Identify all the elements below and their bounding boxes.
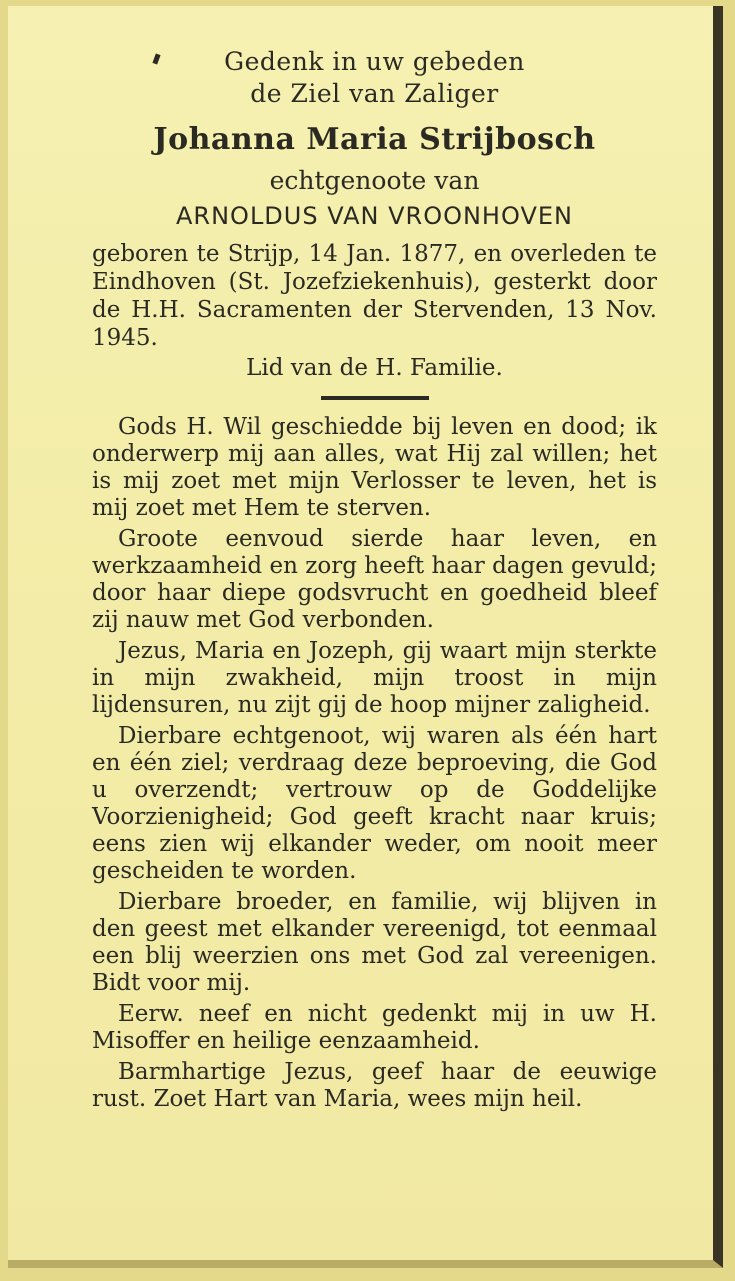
prayer-paragraph: Dierbare broeder, en familie, wij blijven in den geest met elkander vereenigd, tot eenmaal een blij weerzien ons met God zal vereenigen. Bidt voor mij. bbox=[92, 889, 657, 996]
prayer-paragraph: Eerw. neef en nicht gedenkt mij in uw H. Misoffer en heilige eenzaamheid. bbox=[92, 1001, 657, 1054]
prayer-paragraph: Jezus, Maria en Jozeph, gij waart mijn sterkte in mijn zwakheid, mijn troost in mijn lijdensuren, nu zijt gij de hoop mijner zaligheid. bbox=[92, 638, 657, 718]
prayer-paragraph: Gods H. Wil geschiedde bij leven en dood; ik onderwerp mij aan alles, wat Hij zal willen; het is mij zoet met mijn Verlosser te leven, het is mij zoet met Hem te sterven. bbox=[92, 414, 657, 521]
card-content bbox=[92, 46, 657, 1117]
spouse-name: ARNOLDUS VAN VROONHOVEN bbox=[176, 202, 573, 230]
memorial-card bbox=[8, 6, 723, 1268]
divider-rule bbox=[321, 396, 429, 400]
prayer-paragraph: Dierbare echtgenoot, wij waren als één hart en één ziel; verdraag deze beproeving, die God u overzendt; vertrouw op de Goddelijke Voorzienigheid; God geeft kracht naar kruis; eens zien wij elkander weder, om nooit meer gescheiden te worden. bbox=[92, 723, 657, 884]
biography-text: geboren te Strijp, 14 Jan. 1877, en overleden te Eindhoven (St. Jozefziekenhuis), gesterkt door de H.H. Sacramenten der Stervenden, 13 Nov. 1945. bbox=[92, 241, 657, 351]
spouse-label: echtgenoote van bbox=[269, 166, 480, 195]
membership-text: Lid van de H. Familie. bbox=[246, 355, 503, 381]
intro-line-2: de Ziel van Zaliger bbox=[250, 79, 499, 108]
prayer-paragraph: Groote eenvoud sierde haar leven, en werkzaamheid en zorg heeft haar dagen gevuld; door haar diepe godsvrucht en goedheid bleef zij nauw met God verbonden. bbox=[92, 526, 657, 633]
deceased-name: Johanna Maria Strijbosch bbox=[153, 122, 596, 157]
intro-line-1: Gedenk in uw gebeden bbox=[224, 47, 525, 76]
prayer-paragraph: Barmhartige Jezus, geef haar de eeuwige rust. Zoet Hart van Maria, wees mijn heil. bbox=[92, 1059, 657, 1112]
